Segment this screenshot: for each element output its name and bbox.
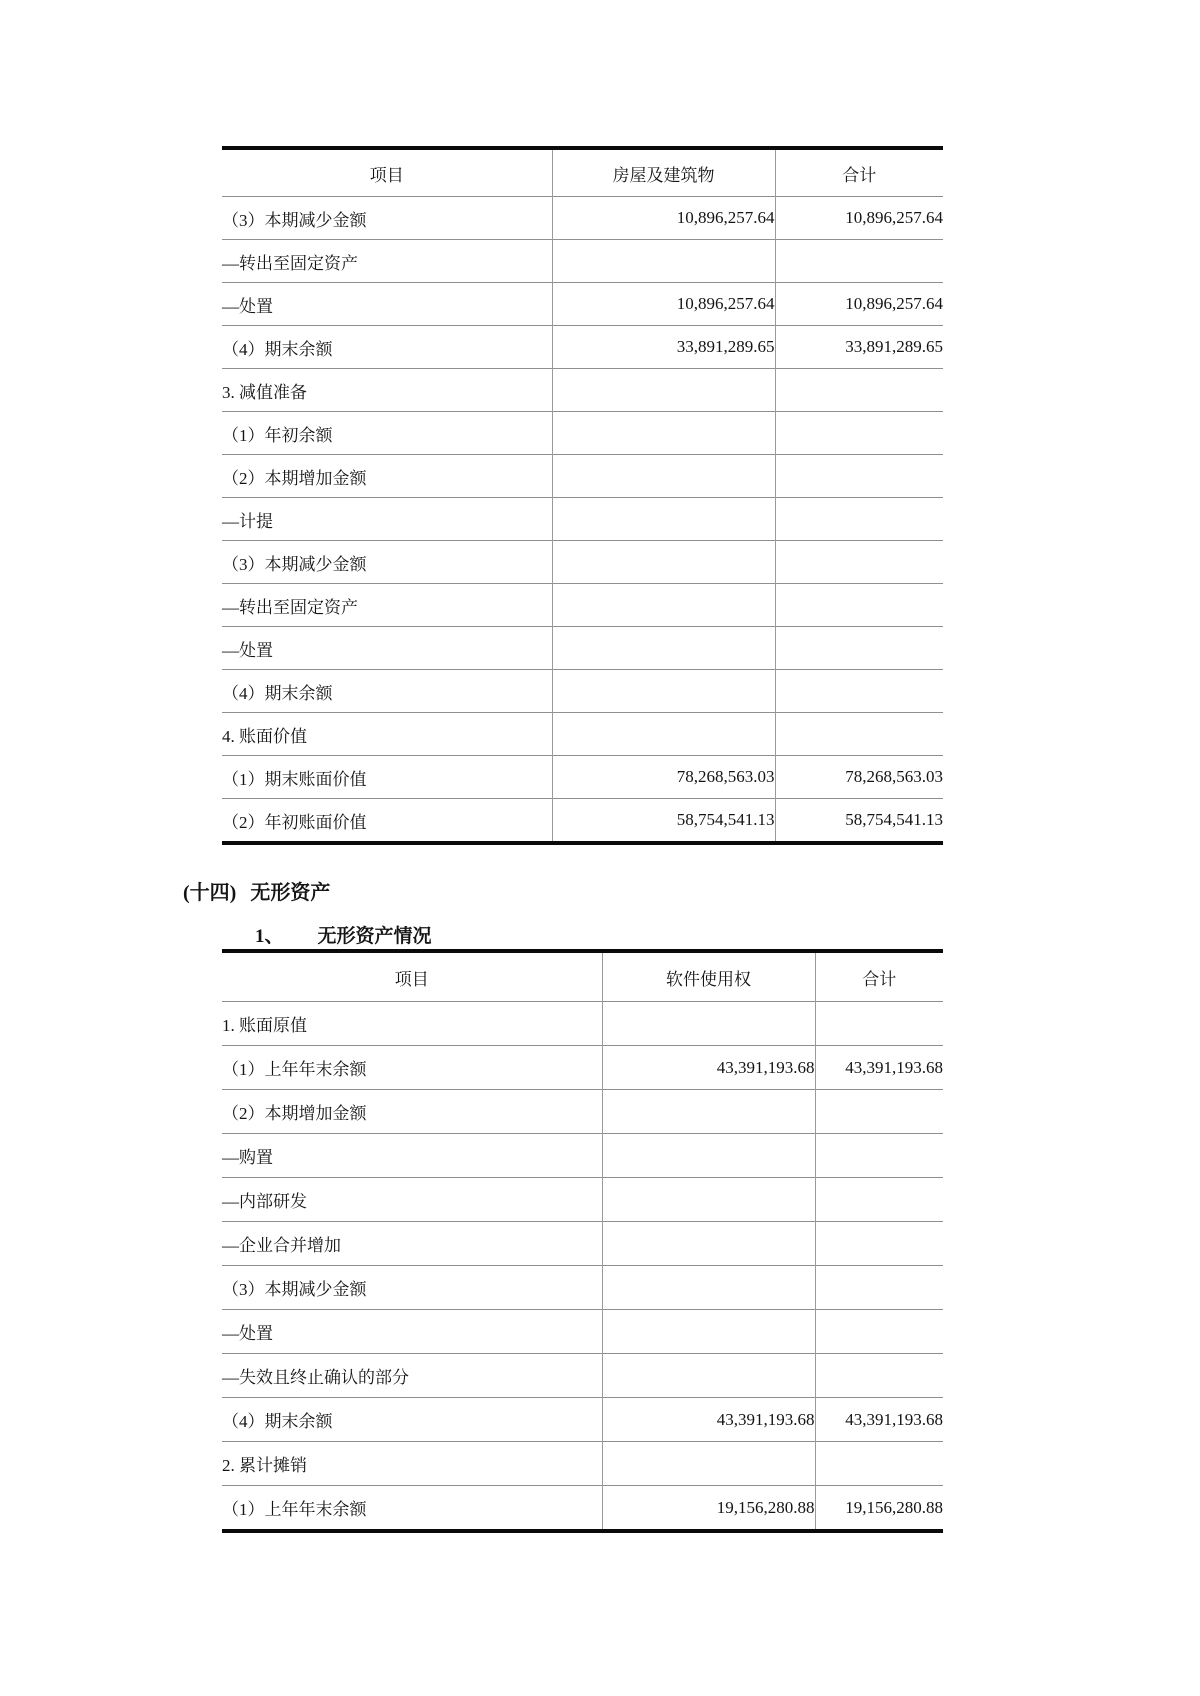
total-value-cell [775,455,943,498]
table-row [222,240,943,283]
table-row [222,283,943,326]
total-value-cell [775,412,943,455]
value-cell [602,1178,815,1222]
value-cell [552,584,775,627]
table-row [222,627,943,670]
row-label-cell: —内部研发 [222,1178,602,1222]
row-label-cell: （2）本期增加金额 [222,1090,602,1134]
value-cell [552,369,775,412]
section-number: (十四) [183,882,237,904]
row-label-cell: —企业合并增加 [222,1222,602,1266]
table-row [222,1090,943,1134]
row-label-cell: —处置 [222,283,552,326]
total-value-cell: 43,391,193.68 [815,1398,943,1442]
table-row [222,799,943,844]
value-cell: 43,391,193.68 [602,1046,815,1090]
table-row [222,1266,943,1310]
value-cell [602,1134,815,1178]
table-row [222,498,943,541]
table-row [222,1398,943,1442]
value-cell [552,412,775,455]
value-cell [602,1354,815,1398]
column-header-item: 项目 [369,165,404,185]
table-row [222,584,943,627]
total-value-cell [775,670,943,713]
total-value-cell [815,1090,943,1134]
total-value-cell [775,369,943,412]
value-cell [552,627,775,670]
row-label-cell: （1）期末账面价值 [222,756,552,799]
section-title: 无形资产 [250,882,331,904]
table-header-row [222,148,943,197]
table-row [222,1310,943,1354]
row-label-cell: （1）上年年末余额 [222,1486,602,1532]
column-header-item: 项目 [394,969,429,989]
total-value-cell [775,713,943,756]
total-value-cell [775,498,943,541]
intangible-assets-table [222,949,943,1533]
total-value-cell [775,627,943,670]
subsection-heading [255,921,432,948]
value-cell [552,455,775,498]
total-value-cell [815,1178,943,1222]
total-value-cell [815,1222,943,1266]
row-label-cell: （4）期末余额 [222,326,552,369]
row-label-cell: 4. 账面价值 [222,713,552,756]
table-row [222,670,943,713]
row-label-cell: （3）本期减少金额 [222,541,552,584]
row-label-cell: （4）期末余额 [222,1398,602,1442]
row-label-cell: （4）期末余额 [222,670,552,713]
total-value-cell [815,1310,943,1354]
total-value-cell [815,1442,943,1486]
table-row [222,1354,943,1398]
total-value-cell [775,240,943,283]
table-row [222,197,943,240]
subsection-number: 1、 [255,926,284,947]
table-row [222,541,943,584]
value-cell [602,1222,815,1266]
row-label-cell: （3）本期减少金额 [222,197,552,240]
table-row [222,713,943,756]
column-header-buildings: 房屋及建筑物 [552,148,775,197]
value-cell: 58,754,541.13 [552,799,775,844]
table-row [222,756,943,799]
section-heading [183,876,330,905]
subsection-title: 无形资产情况 [317,926,432,947]
total-value-cell [815,1002,943,1046]
column-header-total: 合计 [815,951,943,1002]
total-value-cell [775,584,943,627]
value-cell [552,541,775,584]
row-label-cell: —处置 [222,1310,602,1354]
value-cell [602,1090,815,1134]
value-cell [552,240,775,283]
table-row [222,412,943,455]
total-value-cell: 19,156,280.88 [815,1486,943,1532]
value-cell: 10,896,257.64 [552,283,775,326]
value-cell [602,1266,815,1310]
value-cell: 33,891,289.65 [552,326,775,369]
value-cell: 19,156,280.88 [602,1486,815,1532]
value-cell [552,498,775,541]
row-label-cell: —计提 [222,498,552,541]
total-value-cell: 58,754,541.13 [775,799,943,844]
column-header-total: 合计 [775,148,943,197]
value-cell: 10,896,257.64 [552,197,775,240]
row-label-cell: （2）本期增加金额 [222,455,552,498]
row-label-cell: （1）年初余额 [222,412,552,455]
value-cell [552,670,775,713]
total-value-cell: 43,391,193.68 [815,1046,943,1090]
row-label-cell: —处置 [222,627,552,670]
value-cell [602,1310,815,1354]
total-value-cell: 78,268,563.03 [775,756,943,799]
table-row [222,1046,943,1090]
value-cell [602,1002,815,1046]
table-row [222,1134,943,1178]
table-row [222,369,943,412]
value-cell: 43,391,193.68 [602,1398,815,1442]
table-row [222,1178,943,1222]
total-value-cell [775,541,943,584]
table-row [222,455,943,498]
table-header-row [222,951,943,1002]
row-label-cell: 2. 累计摊销 [222,1442,602,1486]
row-label-cell: 1. 账面原值 [222,1002,602,1046]
row-label-cell: 3. 减值准备 [222,369,552,412]
total-value-cell [815,1134,943,1178]
value-cell: 78,268,563.03 [552,756,775,799]
row-label-cell: （1）上年年末余额 [222,1046,602,1090]
row-label-cell: —转出至固定资产 [222,240,552,283]
value-cell [602,1442,815,1486]
total-value-cell [815,1266,943,1310]
table-row [222,1442,943,1486]
total-value-cell: 10,896,257.64 [775,283,943,326]
table-row [222,326,943,369]
table-row [222,1002,943,1046]
row-label-cell: —转出至固定资产 [222,584,552,627]
investment-property-table [222,146,943,845]
row-label-cell: （2）年初账面价值 [222,799,552,844]
table-row [222,1222,943,1266]
row-label-cell: —购置 [222,1134,602,1178]
row-label-cell: —失效且终止确认的部分 [222,1354,602,1398]
total-value-cell: 10,896,257.64 [775,197,943,240]
value-cell [552,713,775,756]
column-header-software: 软件使用权 [602,951,815,1002]
table-row [222,1486,943,1532]
total-value-cell [815,1354,943,1398]
row-label-cell: （3）本期减少金额 [222,1266,602,1310]
total-value-cell: 33,891,289.65 [775,326,943,369]
